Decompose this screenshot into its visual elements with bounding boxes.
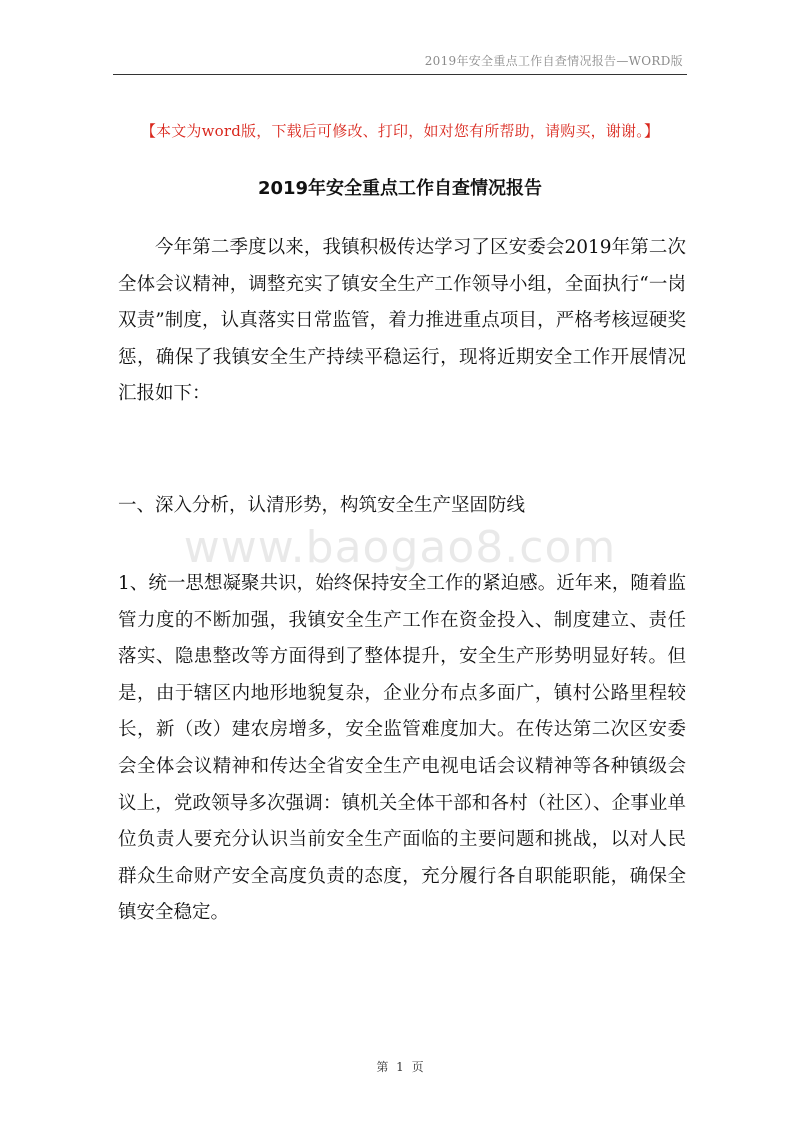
intro-paragraph: 今年第二季度以来，我镇积极传达学习了区安委会2019年第二次全体会议精神，调整充实了镇安全生产工作领导小组，全面执行“一岗双责”制度，认真落实日常监管，着力推进重点项目，严格考核逗硬奖惩，确保了我镇安全生产持续平稳运行，现将近期安全工作开展情况汇报如下： bbox=[118, 237, 686, 405]
document-title: 2019年安全重点工作自查情况报告 bbox=[257, 178, 543, 199]
header-divider bbox=[113, 74, 687, 75]
section-heading-1: 一、深入分析，认清形势，构筑安全生产坚固防线 bbox=[118, 495, 526, 516]
body-paragraph-1: 1、统一思想凝聚共识，始终保持安全工作的紧迫感。近年来，随着监管力度的不断加强，我镇安全生产工作在资金投入、制度建立、责任落实、隐患整改等方面得到了整体提升，安全生产形势明显好转。但是，由于辖区内地形地貌复杂，企业分布点多面广，镇村公路里程较长，新（改）建农房增多，安全监管难度加大。在传达第二次区安委会全体会议精神和传达全省安全生产电视电话会议精神等各种镇级会议上，党政领导多次强调：镇机关全体干部和各村（社区）、企事业单位负责人要充分认识当前安全生产面临的主要问题和挑战，以对人民群众生命财产安全高度负责的态度，充分履行各自职能职能，确保全镇安全稳定。 bbox=[118, 573, 686, 924]
page-header-text: 2019年安全重点工作自查情况报告—WORD版 bbox=[424, 54, 683, 68]
watermark-text: www.baogao8.com bbox=[183, 522, 617, 573]
footer-suffix: 页 bbox=[411, 1060, 424, 1074]
footer-prefix: 第 bbox=[376, 1060, 389, 1074]
purchase-notice: 【本文为word版，下载后可修改、打印，如对您有所帮助，请购买，谢谢。】 bbox=[140, 122, 660, 140]
page-footer bbox=[0, 1058, 800, 1075]
page-number: 1 bbox=[396, 1060, 404, 1074]
